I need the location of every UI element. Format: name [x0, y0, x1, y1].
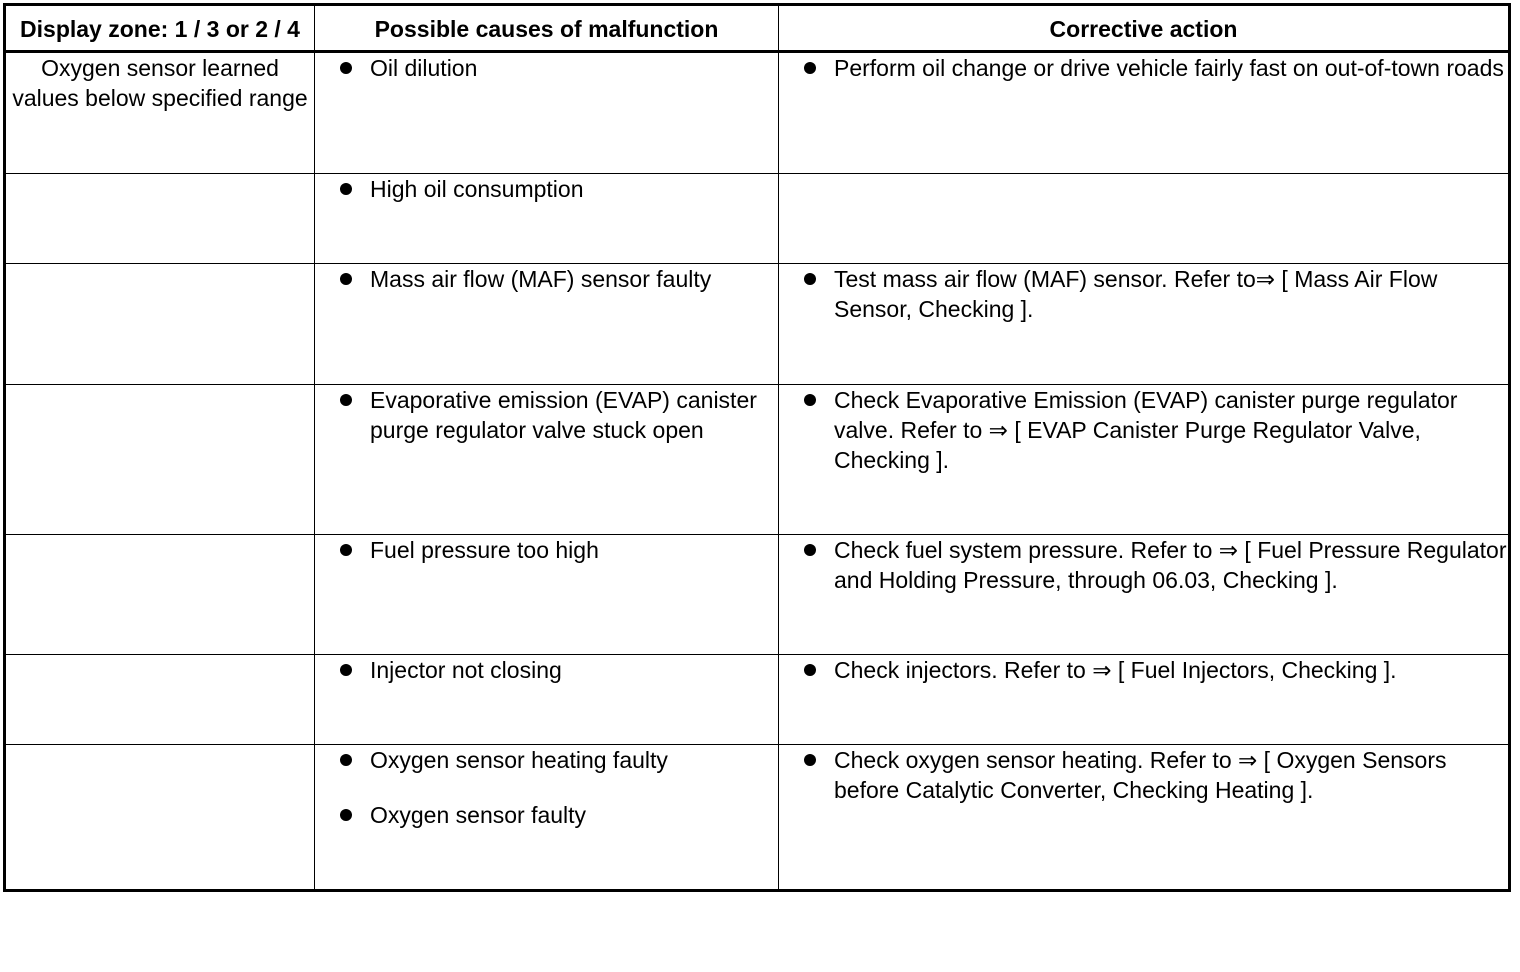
cause-cell — [315, 655, 779, 745]
bullet-icon — [340, 394, 352, 406]
cause-cell — [315, 174, 779, 264]
header-possible-causes: Possible causes of malfunction — [315, 6, 779, 52]
action-item — [779, 535, 1508, 595]
header-display-zone: Display zone: 1 / 3 or 2 / 4 — [6, 6, 315, 52]
action-cell — [779, 655, 1509, 745]
bullet-icon — [804, 273, 816, 285]
table-row — [6, 655, 1509, 745]
bullet-icon — [804, 754, 816, 766]
action-cell — [779, 385, 1509, 535]
action-item — [779, 385, 1508, 475]
display-zone-cell — [6, 655, 315, 745]
action-item — [779, 264, 1508, 324]
cause-text: Injector not closing — [370, 657, 562, 683]
action-item — [779, 655, 1508, 685]
cause-cell — [315, 535, 779, 655]
table-row — [6, 385, 1509, 535]
display-zone-cell — [6, 174, 315, 264]
cause-text: Evaporative emission (EVAP) canister purge regulator valve stuck open — [370, 387, 757, 443]
table-row — [6, 535, 1509, 655]
action-text: Test mass air flow (MAF) sensor. Refer to⇒ [ Mass Air Flow Sensor, Checking ]. — [834, 266, 1438, 322]
bullet-icon — [340, 273, 352, 285]
cause-item — [315, 535, 778, 565]
cause-text: Oxygen sensor faulty — [370, 802, 587, 828]
table-row — [6, 174, 1509, 264]
header-row — [6, 6, 1509, 52]
action-item — [779, 745, 1508, 805]
action-item — [779, 53, 1508, 83]
bullet-icon — [340, 754, 352, 766]
cause-text: High oil consumption — [370, 176, 584, 202]
header-corrective-action: Corrective action — [779, 6, 1509, 52]
cause-cell — [315, 385, 779, 535]
cause-text: Mass air flow (MAF) sensor faulty — [370, 266, 712, 292]
action-text: Check oxygen sensor heating. Refer to ⇒ [ Oxygen Sensors before Catalytic Converter, Checking Heating ]. — [834, 747, 1447, 803]
display-zone-cell — [6, 385, 315, 535]
action-text: Perform oil change or drive vehicle fairly fast on out-of-town roads — [834, 55, 1504, 81]
diagnosis-table — [5, 5, 1509, 890]
bullet-icon — [340, 809, 352, 821]
bullet-icon — [340, 664, 352, 676]
cause-cell — [315, 264, 779, 385]
cause-cell — [315, 745, 779, 890]
cause-item — [315, 174, 778, 204]
cause-text: Fuel pressure too high — [370, 537, 599, 563]
bullet-icon — [340, 544, 352, 556]
table-row — [6, 745, 1509, 890]
table-row — [6, 264, 1509, 385]
table-row — [6, 52, 1509, 174]
action-cell — [779, 174, 1509, 264]
cause-item — [315, 655, 778, 685]
action-text: Check injectors. Refer to ⇒ [ Fuel Injectors, Checking ]. — [834, 657, 1397, 683]
action-cell — [779, 52, 1509, 174]
bullet-icon — [804, 62, 816, 74]
display-zone-cell — [6, 264, 315, 385]
bullet-icon — [804, 664, 816, 676]
bullet-icon — [340, 62, 352, 74]
cause-item — [315, 800, 778, 830]
display-zone-cell — [6, 535, 315, 655]
action-cell — [779, 264, 1509, 385]
cause-text: Oxygen sensor heating faulty — [370, 747, 668, 773]
cause-item — [315, 53, 778, 83]
cause-item — [315, 385, 778, 445]
action-text: Check Evaporative Emission (EVAP) canister purge regulator valve. Refer to ⇒ [ EVAP Canister Purge Regulator Valve, Checking ]. — [834, 387, 1458, 473]
display-zone-cell — [6, 745, 315, 890]
bullet-icon — [804, 544, 816, 556]
cause-item — [315, 264, 778, 294]
display-zone-cell: Oxygen sensor learned values below specified range — [6, 52, 315, 174]
cause-text: Oil dilution — [370, 55, 478, 81]
cause-cell — [315, 52, 779, 174]
cause-item — [315, 745, 778, 775]
bullet-icon — [804, 394, 816, 406]
action-cell — [779, 535, 1509, 655]
action-cell — [779, 745, 1509, 890]
bullet-icon — [340, 183, 352, 195]
action-text: Check fuel system pressure. Refer to ⇒ [ Fuel Pressure Regulator and Holding Pressure, through 06.03, Checking ]. — [834, 537, 1507, 593]
